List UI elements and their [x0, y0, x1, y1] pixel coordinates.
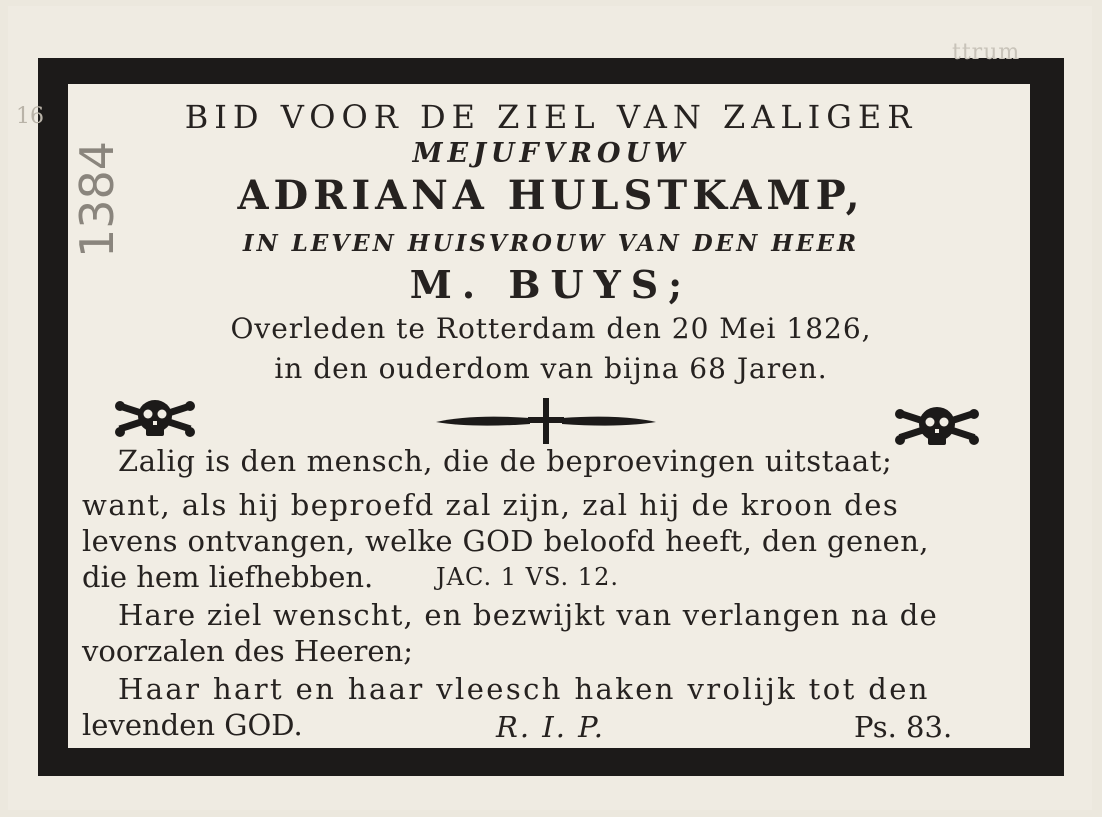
skull-crossbones-icon-right [892, 402, 982, 452]
cross-icon [432, 398, 660, 444]
title-mejufvrouw: MEJUFVROUW [412, 138, 690, 169]
age-details: in den ouderdom van bijna 68 Jaren. [274, 352, 828, 385]
stamp-mark: ttrum [952, 40, 1021, 65]
scripture-reference-ps: Ps. 83. [854, 710, 953, 744]
death-details: Overleden te Rotterdam den 20 Mei 1826, [230, 312, 872, 345]
scripture-line-8: levenden GOD. [82, 708, 303, 742]
scripture-line-2: want, als hij beproefd zal zijn, zal hij de kroon des [82, 488, 900, 522]
scripture-line-6: voorzalen des Heeren; [82, 634, 413, 668]
skull-crossbones-icon-left [112, 396, 198, 442]
scripture-line-7: Haar hart en haar vleesch haken vrolijk tot den [118, 672, 930, 706]
husband-name: M. BUYS; [409, 262, 693, 307]
scripture-line-1: Zalig is den mensch, die de beproevingen uitstaat; [118, 444, 893, 478]
scripture-line-4: die hem liefhebben. [82, 560, 374, 594]
rip-inscription: R. I. P. [496, 710, 606, 744]
prayer-heading: BID VOOR DE ZIEL VAN ZALIGER [184, 98, 918, 136]
scripture-line-3: levens ontvangen, welke GOD beloofd heeft, den genen, [82, 524, 929, 558]
spouse-heading: IN LEVEN HUISVROUW VAN DEN HEER [242, 230, 860, 257]
scripture-reference-jac: JAC. 1 VS. 12. [436, 563, 619, 591]
margin-number: 16 [16, 104, 44, 129]
scripture-line-5: Hare ziel wenscht, en bezwijkt van verlangen na de [118, 598, 938, 632]
deceased-name: ADRIANA HULSTKAMP, [237, 172, 865, 219]
pencil-inventory-number: 1384 [70, 140, 124, 258]
